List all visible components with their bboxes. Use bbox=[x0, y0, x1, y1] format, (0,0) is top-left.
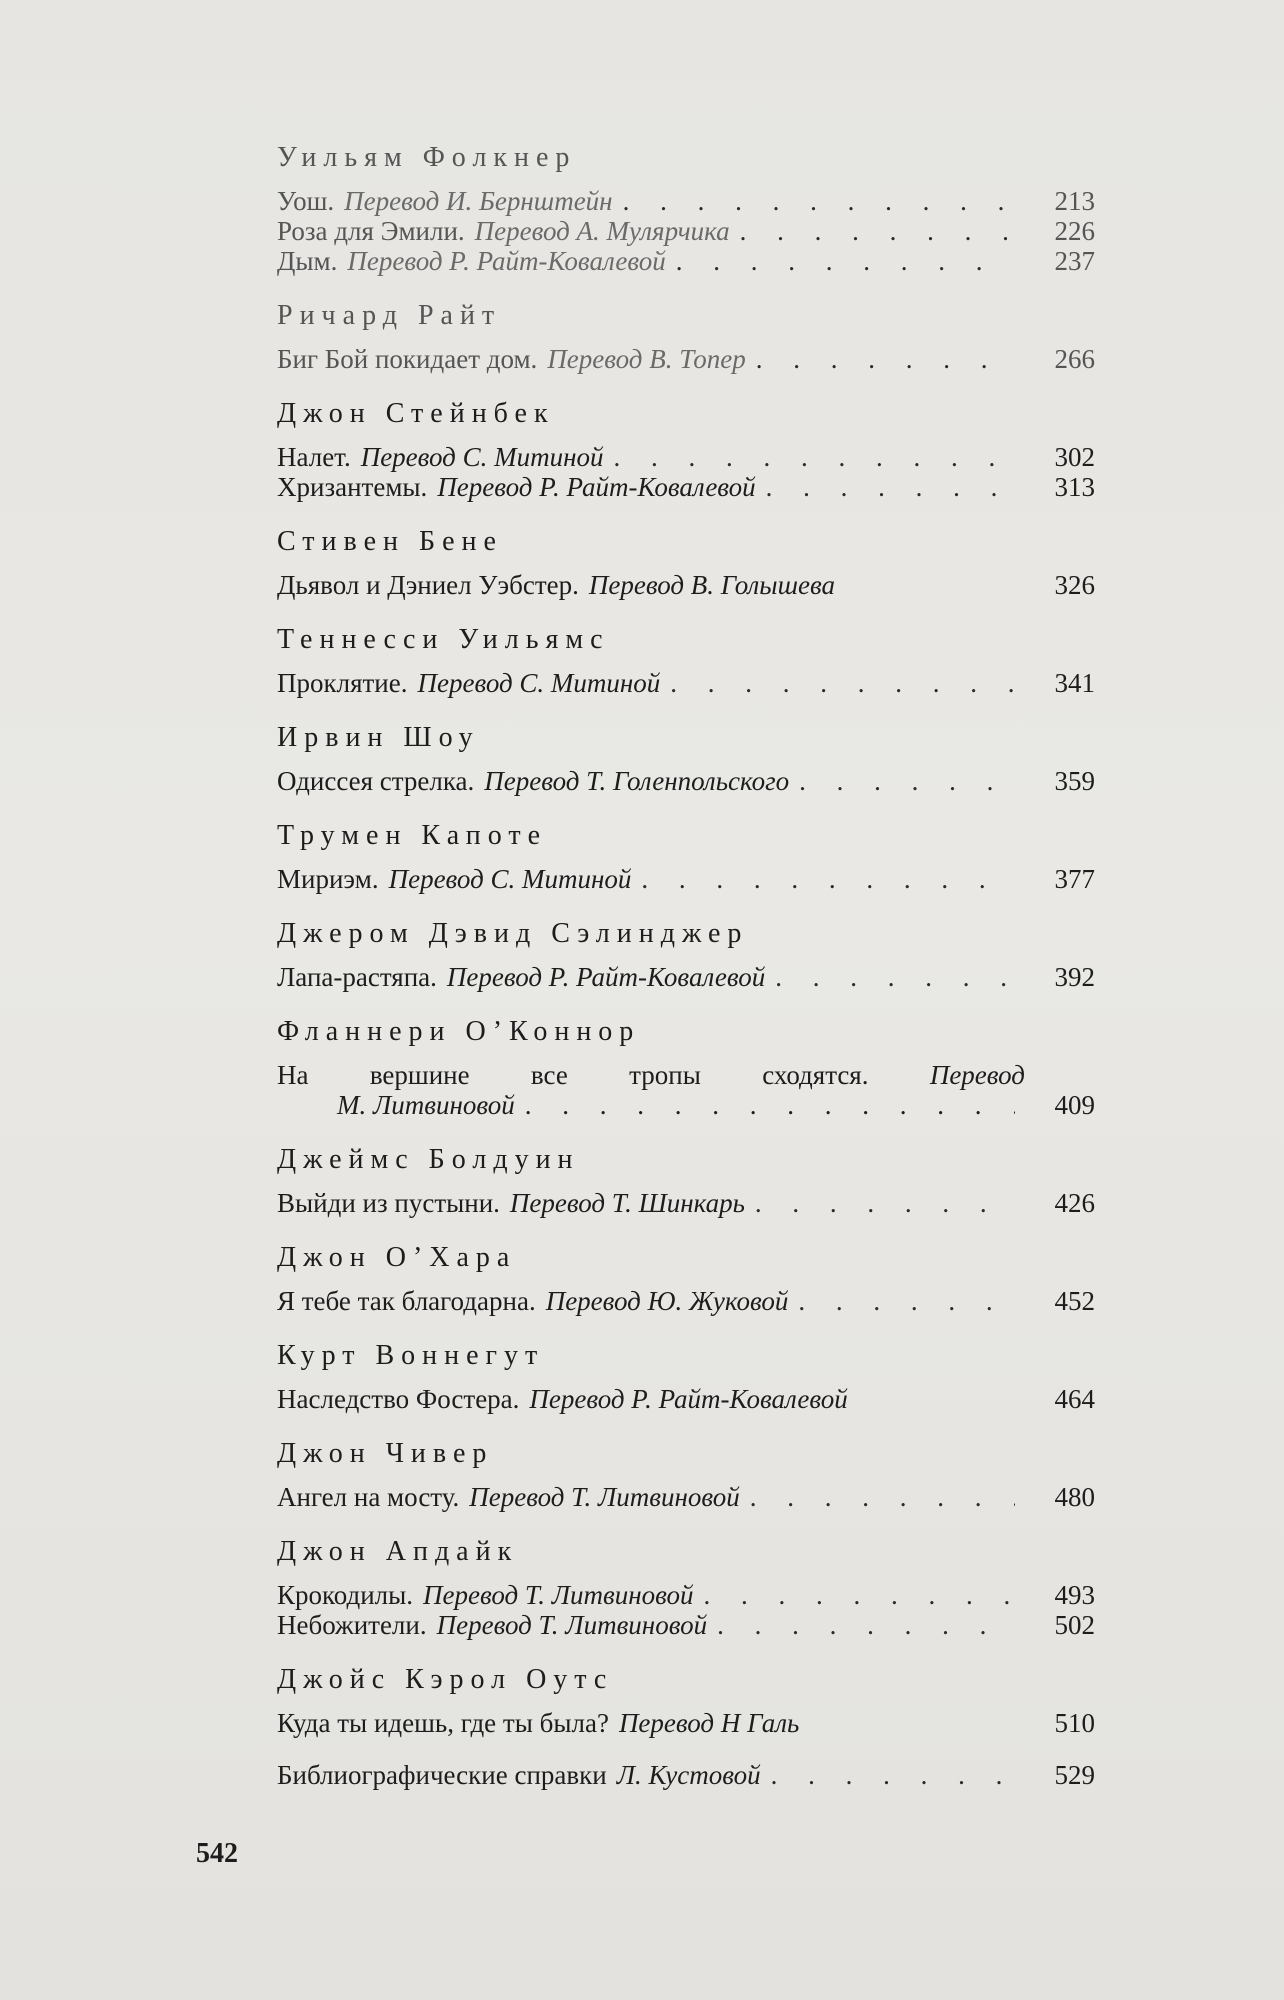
leader-dots bbox=[756, 344, 1015, 374]
story-title: Ангел на мосту. bbox=[277, 1482, 460, 1512]
story-title-word: тропы bbox=[629, 1060, 701, 1090]
leader-dots bbox=[766, 472, 1015, 502]
toc-entry bbox=[277, 1610, 1095, 1640]
entry-line-2 bbox=[277, 1090, 1095, 1120]
entry-line-1 bbox=[277, 1060, 1095, 1090]
author-heading: Курт Воннегут bbox=[277, 1340, 545, 1371]
page-ref: 510 bbox=[1054, 1708, 1095, 1738]
page-ref: 502 bbox=[1054, 1610, 1095, 1640]
page-ref: 529 bbox=[1054, 1760, 1095, 1790]
translator: Перевод В. Голышева bbox=[588, 570, 835, 600]
story-title: Биг Бой покидает дом. bbox=[277, 344, 538, 374]
page-ref: 326 bbox=[1054, 570, 1095, 600]
translator: Перевод Р. Райт-Ковалевой bbox=[347, 246, 666, 276]
toc-entry bbox=[277, 1286, 1095, 1316]
leader-dots bbox=[750, 1482, 1015, 1512]
leader-dots bbox=[704, 1580, 1016, 1610]
page-ref: 359 bbox=[1054, 766, 1095, 796]
toc-entry-bibliography bbox=[277, 1760, 1095, 1790]
author-heading: Джойс Кэрол Оутс bbox=[277, 1664, 614, 1695]
leader-dots bbox=[717, 1610, 1015, 1640]
toc-entry bbox=[277, 766, 1095, 796]
story-title: Выйди из пустыни. bbox=[277, 1188, 500, 1218]
story-title: Одиссея стрелка. bbox=[277, 766, 475, 796]
page-ref: 452 bbox=[1054, 1286, 1095, 1316]
page-number: 542 bbox=[196, 1838, 238, 1869]
author-heading: Джон Апдайк bbox=[277, 1536, 519, 1567]
story-title: Уош. bbox=[277, 186, 335, 216]
page-ref: 409 bbox=[1054, 1090, 1095, 1120]
story-title: Лапа-растяпа. bbox=[277, 962, 437, 992]
toc-entry bbox=[277, 1188, 1095, 1218]
toc-entry bbox=[277, 216, 1095, 246]
toc-entry bbox=[277, 246, 1095, 276]
toc-entry bbox=[277, 864, 1095, 894]
story-title-word: все bbox=[530, 1060, 568, 1090]
toc-entry bbox=[277, 442, 1095, 472]
translator: Перевод Р. Райт-Ковалевой bbox=[529, 1384, 848, 1414]
leader-dots bbox=[676, 246, 1015, 276]
author-heading: Джон О’Хара bbox=[277, 1242, 517, 1273]
author-heading: Джон Чивер bbox=[277, 1438, 494, 1469]
leader-dots bbox=[798, 1286, 1015, 1316]
toc-entry bbox=[277, 1708, 1095, 1738]
story-title: Проклятие. bbox=[277, 668, 408, 698]
author-heading: Джером Дэвид Сэлинджер bbox=[277, 918, 749, 949]
author-heading: Джон Стейнбек bbox=[277, 398, 555, 429]
author-heading: Джеймс Болдуин bbox=[277, 1144, 580, 1175]
translator: Перевод Н Галь bbox=[618, 1708, 800, 1738]
leader-dots bbox=[613, 442, 1015, 472]
page-ref: 426 bbox=[1054, 1188, 1095, 1218]
story-title: Дьявол и Дэниел Уэбстер. bbox=[277, 570, 579, 600]
page-ref: 213 bbox=[1054, 186, 1095, 216]
toc-entry bbox=[277, 472, 1095, 502]
toc-entry bbox=[277, 1482, 1095, 1512]
author-heading: Трумен Капоте bbox=[277, 820, 548, 851]
translator: Перевод Р. Райт-Ковалевой bbox=[446, 962, 766, 992]
translator: Перевод В. Топер bbox=[547, 344, 746, 374]
translator: Перевод А. Мулярчика bbox=[474, 216, 730, 246]
story-title-word: вершине bbox=[369, 1060, 470, 1090]
bibliography-title: Библиографические справки bbox=[277, 1760, 607, 1790]
translator: Л. Кустовой bbox=[616, 1760, 761, 1790]
leader-dots bbox=[799, 766, 1015, 796]
story-title: Мириэм. bbox=[277, 864, 379, 894]
translator: Перевод Т. Литвиновой bbox=[436, 1610, 708, 1640]
toc-entry bbox=[277, 668, 1095, 698]
toc-entry-wrapped bbox=[277, 1060, 1095, 1120]
page-ref: 237 bbox=[1054, 246, 1095, 276]
story-title: Наследство Фостера. bbox=[277, 1384, 520, 1414]
story-title: Налет. bbox=[277, 442, 351, 472]
toc-entry bbox=[277, 344, 1095, 374]
author-heading: Стивен Бене bbox=[277, 526, 503, 557]
story-title: Я тебе так благодарна. bbox=[277, 1286, 536, 1316]
story-title: Куда ты идешь, где ты была? bbox=[277, 1708, 609, 1738]
leader-dots bbox=[670, 668, 1015, 698]
page-ref: 341 bbox=[1054, 668, 1095, 698]
page-ref: 226 bbox=[1054, 216, 1095, 246]
toc-entry bbox=[277, 1384, 1095, 1414]
author-heading: Фланнери О’Коннор bbox=[277, 1016, 641, 1047]
translator: Перевод Ю. Жуковой bbox=[545, 1286, 789, 1316]
page-ref: 302 bbox=[1054, 442, 1095, 472]
translator: М. Литвиновой bbox=[337, 1090, 515, 1120]
leader-dots bbox=[740, 216, 1015, 246]
page-ref: 377 bbox=[1054, 864, 1095, 894]
author-heading: Уильям Фолкнер bbox=[277, 142, 577, 173]
toc-entry bbox=[277, 1580, 1095, 1610]
story-title: Хризантемы. bbox=[277, 472, 428, 502]
leader-dots bbox=[641, 864, 1015, 894]
toc-entry bbox=[277, 186, 1095, 216]
translator: Перевод С. Митиной bbox=[360, 442, 604, 472]
story-title: Крокодилы. bbox=[277, 1580, 414, 1610]
translator: Перевод Т. Голенпольского bbox=[484, 766, 790, 796]
translator: Перевод С. Митиной bbox=[417, 668, 661, 698]
translator: Перевод Т. Литвиновой bbox=[423, 1580, 694, 1610]
story-title: Дым. bbox=[277, 246, 338, 276]
toc-entry bbox=[277, 962, 1095, 992]
author-heading: Теннесси Уильямс bbox=[277, 624, 610, 655]
page-ref: 480 bbox=[1054, 1482, 1095, 1512]
table-of-contents bbox=[277, 140, 1095, 1790]
translator-prefix: Перевод bbox=[929, 1060, 1025, 1090]
leader-dots bbox=[755, 1188, 1015, 1218]
story-title-word: На bbox=[277, 1060, 309, 1090]
translator: Перевод Р. Райт-Ковалевой bbox=[437, 472, 756, 502]
translator: Перевод Т. Шинкарь bbox=[509, 1188, 745, 1218]
translator: Перевод И. Бернштейн bbox=[344, 186, 613, 216]
leader-dots bbox=[525, 1090, 1015, 1120]
page-ref: 313 bbox=[1054, 472, 1095, 502]
page-ref: 464 bbox=[1054, 1384, 1095, 1414]
translator: Перевод Т. Литвиновой bbox=[469, 1482, 740, 1512]
translator: Перевод С. Митиной bbox=[388, 864, 632, 894]
story-title: Небожители. bbox=[277, 1610, 427, 1640]
page-ref: 266 bbox=[1054, 344, 1095, 374]
leader-dots bbox=[771, 1760, 1015, 1790]
story-title-word: сходятся. bbox=[762, 1060, 869, 1090]
story-title: Роза для Эмили. bbox=[277, 216, 465, 246]
page-ref: 493 bbox=[1054, 1580, 1095, 1610]
page-ref: 392 bbox=[1054, 962, 1095, 992]
leader-dots bbox=[623, 186, 1015, 216]
author-heading: Ирвин Шоу bbox=[277, 722, 480, 753]
leader-dots bbox=[775, 962, 1015, 992]
author-heading: Ричард Райт bbox=[277, 300, 502, 331]
toc-entry bbox=[277, 570, 1095, 600]
